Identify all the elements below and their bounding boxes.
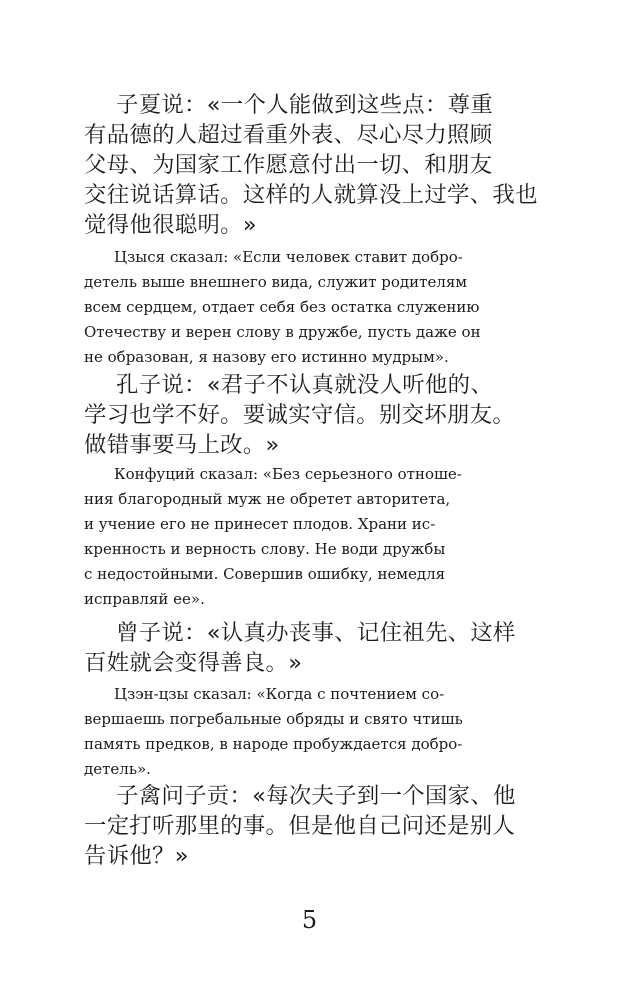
paragraph-zixia-chinese bbox=[84, 90, 538, 240]
text-line: кренность и верность слову. Не води дружбы bbox=[84, 540, 446, 558]
paragraph-zengzi-chinese bbox=[84, 618, 524, 678]
text-line: с недостойными. Совершив ошибку, немедля bbox=[84, 565, 446, 583]
paragraph-confucius-chinese bbox=[84, 370, 524, 460]
text-line: 孔子说：«君子不认真就没人听他的、 bbox=[116, 372, 494, 398]
text-line: Отечеству и верен слову в дружбе, пусть даже он bbox=[84, 323, 481, 341]
text-line: и учение его не принесет плодов. Храни ис- bbox=[84, 515, 436, 533]
page-number: 5 bbox=[301, 906, 318, 934]
text-line: 学习也学不好。要诚实守信。别交坏朋友。 bbox=[84, 402, 516, 428]
text-line: 告诉他？» bbox=[84, 843, 189, 869]
text-line: вершаешь погребальные обряды и свято чтишь bbox=[84, 710, 463, 728]
text-line: 有品德的人超过看重外表、尽心尽力照顾 bbox=[84, 122, 493, 148]
text-line: 子禽问子贡：«每次夫子到一个国家、他 bbox=[116, 783, 516, 809]
paragraph-zengzi-russian bbox=[84, 682, 524, 782]
text-line: ния благородный муж не обретет авторитета, bbox=[84, 490, 451, 508]
text-line: 子夏说：«一个人能做到这些点：尊重 bbox=[116, 92, 494, 118]
paragraph-zixia-russian bbox=[84, 245, 524, 370]
paragraph-ziqin-chinese bbox=[84, 781, 524, 871]
text-line: память предков, в народе пробуждается добро- bbox=[84, 735, 463, 753]
text-line: 觉得他很聪明。» bbox=[84, 212, 257, 238]
paragraph-confucius-russian bbox=[84, 462, 524, 612]
text-line: исправляй ее». bbox=[84, 590, 205, 608]
text-line: 父母、为国家工作愿意付出一切、和朋友 bbox=[84, 152, 493, 178]
text-line: 百姓就会变得善良。» bbox=[84, 650, 303, 676]
text-line: 曾子说：«认真办丧事、记住祖先、这样 bbox=[116, 620, 516, 646]
text-line: детель выше внешнего вида, служит родителям bbox=[84, 273, 467, 291]
text-line: детель». bbox=[84, 760, 151, 778]
text-line: не образован, я назову его истинно мудрым». bbox=[84, 348, 449, 366]
text-line: 交往说话算话。这样的人就算没上过学、我也 bbox=[84, 182, 538, 208]
text-line: Цзэн-цзы сказал: «Когда с почтением со- bbox=[114, 685, 445, 703]
text-line: всем сердцем, отдает себя без остатка служению bbox=[84, 298, 480, 316]
text-line: 做错事要马上改。» bbox=[84, 432, 280, 458]
text-line: Конфуций сказал: «Без серьезного отноше- bbox=[114, 465, 462, 483]
text-line: 一定打听那里的事。但是他自己问还是别人 bbox=[84, 813, 516, 839]
text-line: Цзыся сказал: «Если человек ставит добро- bbox=[114, 248, 463, 266]
